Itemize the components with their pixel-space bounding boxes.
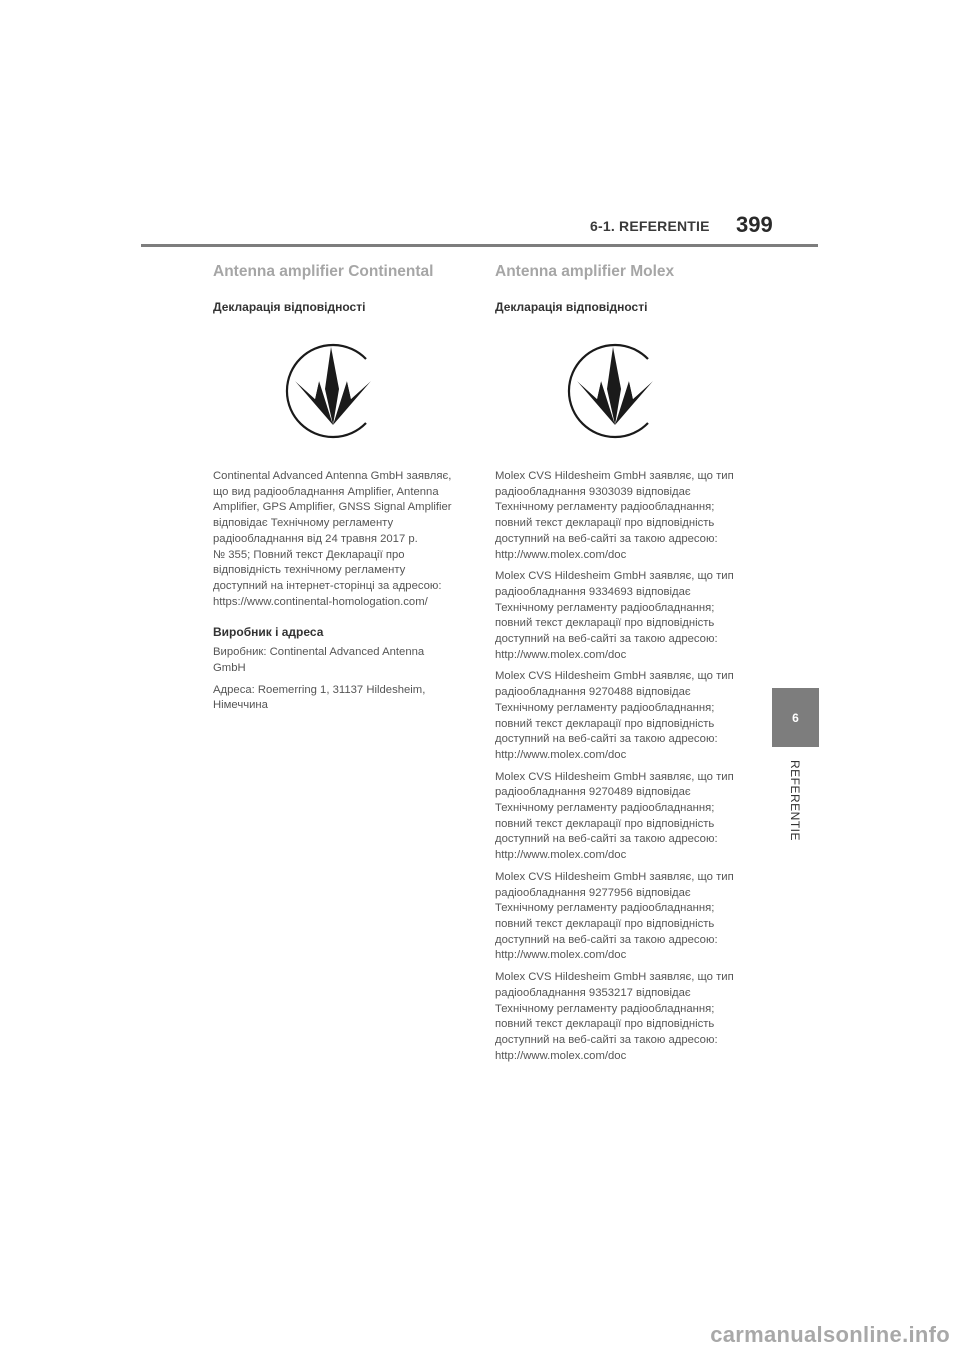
declaration-line: Molex CVS Hildesheim GmbH заявляє, що тип: [495, 870, 734, 883]
declaration-line: повний текст декларації про відповідність: [495, 1018, 715, 1031]
declaration-line: Molex CVS Hildesheim GmbH заявляє, що тип: [495, 470, 734, 482]
declaration-line: доступний на веб-сайті за такою адресою:: [495, 532, 718, 545]
molex-declaration: [495, 569, 747, 663]
declaration-line: Технічному регламенту радіообладнання;: [495, 1002, 715, 1015]
declaration-line: доступний на веб-сайті за такою адресою:: [495, 633, 718, 646]
declaration-line: повний текст декларації про відповідність: [495, 617, 715, 630]
declaration-line: Continental Advanced Antenna GmbH заявляє,: [213, 470, 452, 482]
declaration-line: Molex CVS Hildesheim GmbH заявляє, що тип: [495, 770, 734, 783]
declaration-line: радіообладнання 9303039 відповідає: [495, 485, 691, 498]
declaration-line: повний текст декларації про відповідність: [495, 917, 715, 930]
declaration-line: Molex CVS Hildesheim GmbH заявляє, що тип: [495, 570, 734, 583]
molex-declaration: [495, 669, 747, 763]
declaration-line: Molex CVS Hildesheim GmbH заявляє, що тип: [495, 670, 734, 683]
address-line: Німеччина: [213, 699, 268, 712]
declaration-line: Molex CVS Hildesheim GmbH заявляє, що тип: [495, 971, 734, 984]
declaration-line: доступний на інтернет-сторінці за адресою:: [213, 579, 442, 592]
declaration-line: радіообладнання 9270489 відповідає: [495, 786, 691, 799]
left-column: [213, 262, 465, 714]
chapter-tab-label: REFERENTIE: [788, 760, 802, 842]
section-title-continental: Antenna amplifier Continental: [213, 263, 434, 280]
declaration-line: радіообладнання 9277956 відповідає: [495, 886, 691, 899]
chapter-tab[interactable]: 6: [772, 688, 819, 747]
declaration-line: Технічному регламенту радіообладнання;: [495, 601, 715, 614]
declaration-line: радіообладнання 9353217 відповідає: [495, 986, 691, 999]
declaration-line: Технічному регламенту радіообладнання;: [495, 802, 715, 815]
declaration-url: http://www.molex.com/doc: [495, 648, 627, 661]
section-title-molex: Antenna amplifier Molex: [495, 263, 675, 280]
right-column: [495, 262, 747, 1064]
molex-declaration: [495, 970, 747, 1064]
declaration-line: що вид радіообладнання Amplifier, Antenna: [213, 485, 439, 498]
declaration-line: радіообладнання 9270488 відповідає: [495, 686, 691, 699]
declaration-line: Технічному регламенту радіообладнання;: [495, 501, 715, 514]
manufacturer-line: Виробник: Continental Advanced Antenna: [213, 646, 425, 659]
molex-declarations: [495, 469, 747, 1064]
manufacturer-heading: Виробник і адреса: [213, 625, 324, 640]
declaration-subtitle: Декларація відповідності: [213, 300, 366, 314]
molex-declaration: [495, 469, 747, 563]
declaration-line: радіообладнання від 24 травня 2017 р.: [213, 532, 418, 545]
header-rule: [141, 244, 818, 247]
declaration-text: [213, 469, 465, 610]
declaration-url: https://www.continental-homologation.com/: [213, 595, 428, 608]
declaration-line: радіообладнання 9334693 відповідає: [495, 585, 691, 598]
declaration-line: повний текст декларації про відповідність: [495, 717, 715, 730]
declaration-line: відповідність технічному регламенту: [213, 564, 406, 577]
continental-declaration: [213, 469, 465, 714]
declaration-url: http://www.molex.com/doc: [495, 1049, 627, 1062]
declaration-line: повний текст декларації про відповідність: [495, 817, 715, 830]
declaration-line: доступний на веб-сайті за такою адресою:: [495, 933, 718, 946]
address-line: Адреса: Roemerring 1, 31137 Hildesheim,: [213, 683, 426, 696]
declaration-line: Технічному регламенту радіообладнання;: [495, 902, 715, 915]
molex-declaration: [495, 770, 747, 864]
declaration-url: http://www.molex.com/doc: [495, 849, 627, 862]
page-number: 399: [736, 212, 773, 237]
watermark: carmanualsonline.info: [710, 1322, 950, 1347]
running-header-section: 6-1. REFERENTIE: [590, 218, 710, 234]
declaration-line: доступний на веб-сайті за такою адресою:: [495, 733, 718, 746]
declaration-line: доступний на веб-сайті за такою адресою:: [495, 1033, 718, 1046]
declaration-line: доступний на веб-сайті за такою адресою:: [495, 833, 718, 846]
declaration-line: відповідає Технічному регламенту: [213, 517, 394, 530]
address-text: [213, 683, 465, 714]
molex-declaration: [495, 870, 747, 964]
declaration-url: http://www.molex.com/doc: [495, 548, 627, 561]
manufacturer-text: [213, 645, 465, 676]
declaration-line: Технічному регламенту радіообладнання;: [495, 701, 715, 714]
declaration-url: http://www.molex.com/doc: [495, 949, 627, 962]
declaration-line: № 355; Повний текст Декларації про: [213, 548, 405, 561]
declaration-url: http://www.molex.com/doc: [495, 748, 627, 761]
manufacturer-line: GmbH: [213, 662, 246, 675]
declaration-line: повний текст декларації про відповідність: [495, 517, 715, 530]
conformity-mark-icon: [557, 335, 669, 447]
declaration-line: Amplifier, GPS Amplifier, GNSS Signal Amplifier: [213, 501, 452, 514]
conformity-mark-icon: [275, 335, 387, 447]
declaration-subtitle: Декларація відповідності: [495, 300, 648, 314]
